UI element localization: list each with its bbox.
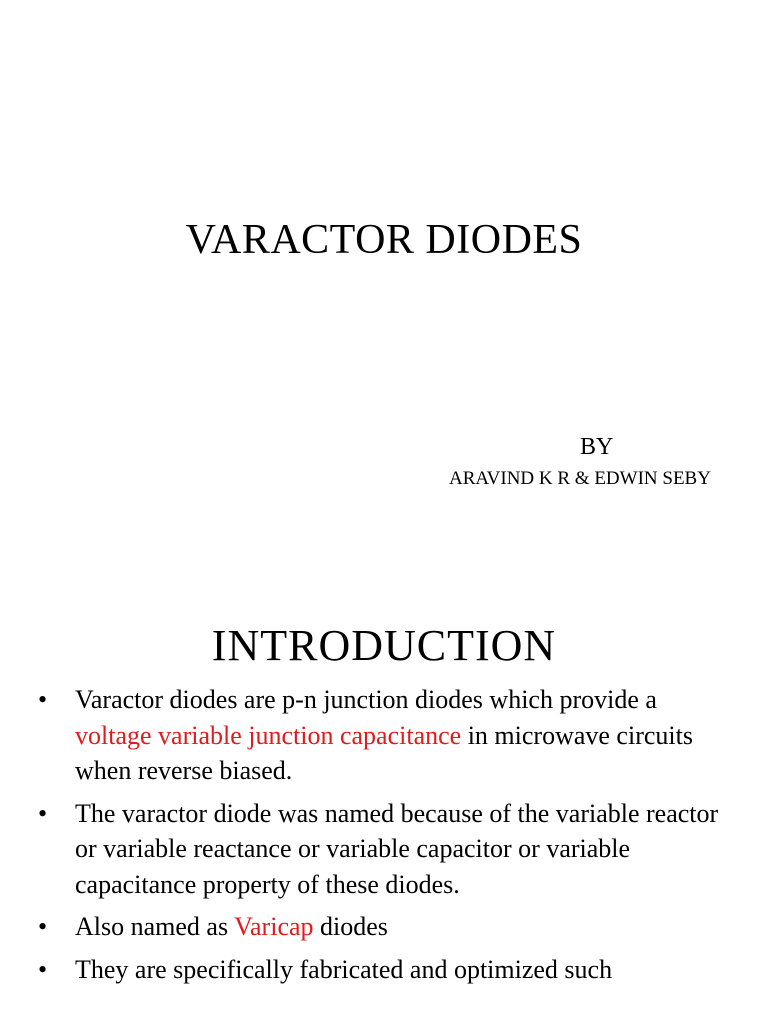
authors-line: ARAVIND K R & EDWIN SEBY [449,468,711,489]
introduction-slide [0,580,768,1024]
by-label: BY [580,434,614,460]
bullet-text-post: diodes [313,912,388,941]
bullet-list [38,682,728,994]
bullet-text-post: in microwave circuits when reverse biased. [75,720,693,785]
slide-title: VARACTOR DIODES [185,217,583,263]
bullet-item [38,909,728,945]
highlighted-term: voltage variable junction capacitance [75,720,462,750]
bullet-item [38,952,728,988]
bullet-text-pre: Varactor diodes are p-n junction diodes which provide a [75,685,657,714]
bullet-item [38,682,728,789]
bullet-icon: • [38,798,48,828]
highlighted-term: Varicap [234,912,314,941]
bullet-icon: • [38,912,48,941]
section-heading: INTRODUCTION [211,621,557,670]
bullet-text: The varactor diode was named because of the variable reactor or variable reactance or variable capacitor or variable capacitance property of these diodes. [75,798,719,899]
bullet-text: They are specifically fabricated and optimized such [75,954,613,984]
bullet-icon: • [38,685,48,714]
bullet-text-pre: Also named as [75,912,235,941]
bullet-icon: • [38,954,48,984]
bullet-item [38,796,728,903]
